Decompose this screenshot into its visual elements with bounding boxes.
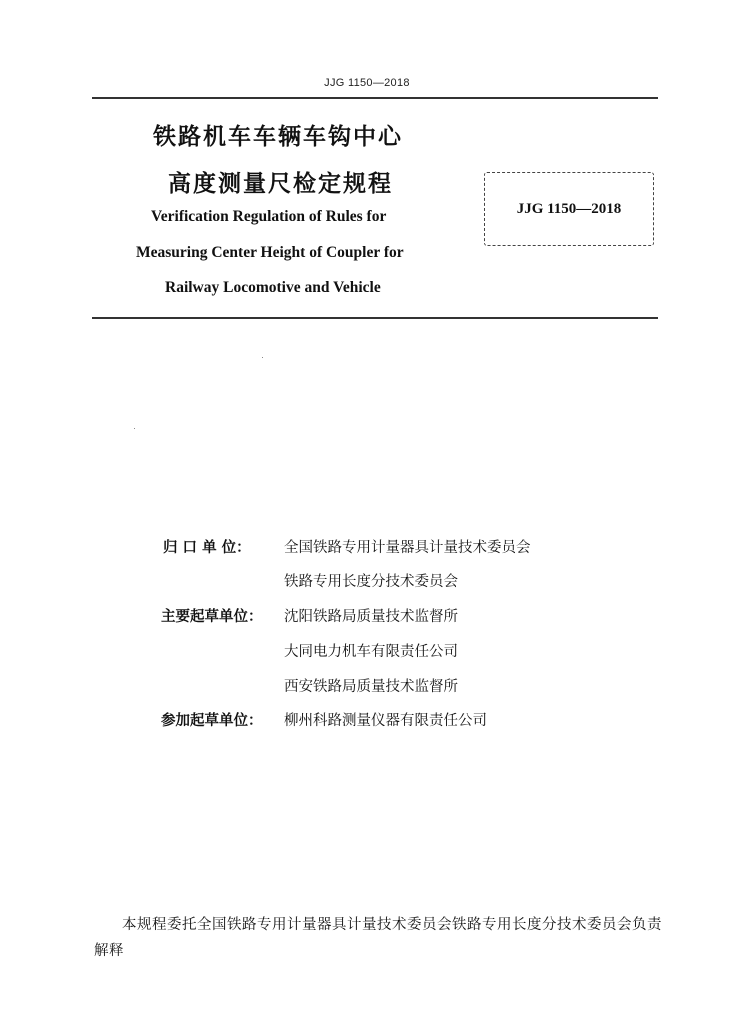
scan-speck (134, 428, 135, 429)
participating-unit-label: 参加起草单位： (161, 713, 263, 729)
header-rule (92, 97, 658, 99)
title-cn-line2: 高度测量尺检定规程 (168, 171, 393, 197)
participating-unit-1: 柳州科路测量仪器有限责任公司 (284, 713, 487, 729)
title-en-line3: Railway Locomotive and Vehicle (165, 279, 381, 296)
responsible-unit-label: 归 口 单 位： (163, 540, 251, 556)
interpretation-note: 本规程委托全国铁路专用计量器具计量技术委员会铁路专用长度分技术委员会负责解释 (94, 917, 662, 959)
main-drafting-unit-3: 西安铁路局质量技术监督所 (284, 679, 458, 695)
title-en-line1: Verification Regulation of Rules for (151, 208, 387, 225)
title-bottom-rule (92, 317, 658, 319)
header-standard-code: JJG 1150—2018 (324, 77, 410, 89)
standard-code-box (484, 172, 654, 246)
responsible-unit-2: 铁路专用长度分技术委员会 (284, 574, 458, 590)
main-drafting-unit-1: 沈阳铁路局质量技术监督所 (284, 609, 458, 625)
main-drafting-unit-2: 大同电力机车有限责任公司 (284, 644, 458, 660)
standard-code-box-text: JJG 1150—2018 (516, 200, 622, 217)
scan-speck (262, 357, 263, 358)
main-drafting-unit-label: 主要起草单位： (161, 609, 263, 625)
responsible-unit-1: 全国铁路专用计量器具计量技术委员会 (284, 540, 531, 556)
title-en-line2: Measuring Center Height of Coupler for (136, 244, 404, 261)
title-cn-line1: 铁路机车车辆车钩中心 (153, 124, 403, 150)
